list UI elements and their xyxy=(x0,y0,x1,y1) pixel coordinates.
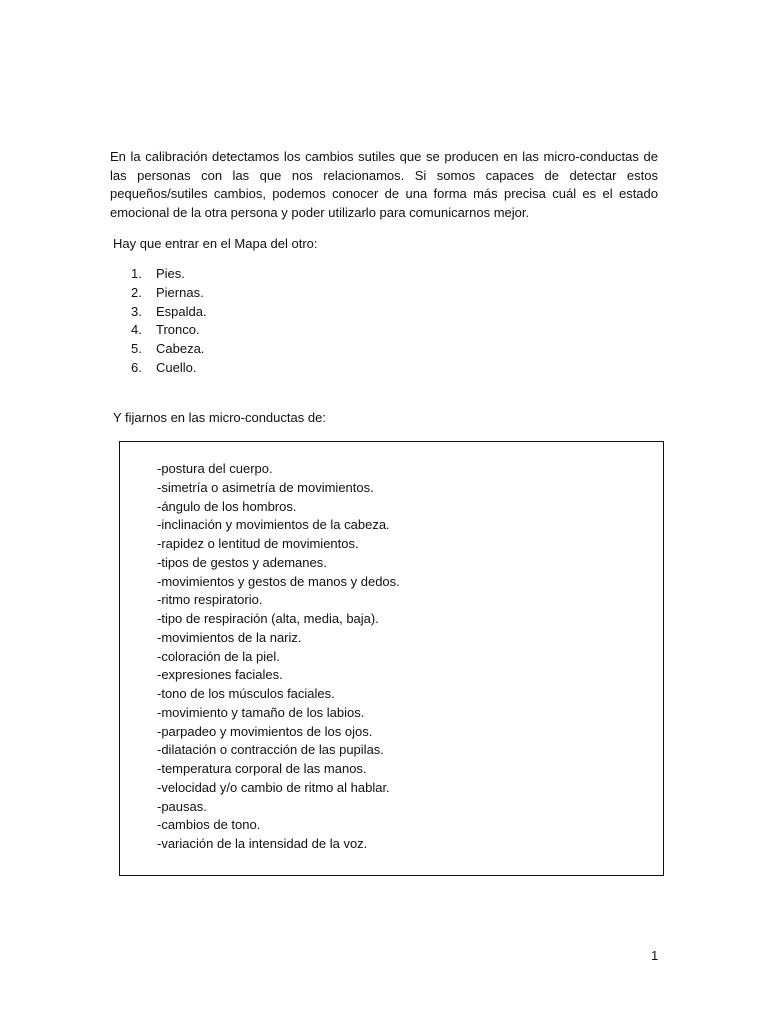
list-item: -expresiones faciales. xyxy=(157,667,283,683)
list-item xyxy=(131,303,207,322)
list-item: -movimientos de la nariz. xyxy=(157,629,302,645)
list-item: -movimiento y tamaño de los labios. xyxy=(157,704,365,720)
list-item: -dilatación o contracción de las pupilas. xyxy=(157,742,384,758)
micro-behaviors-heading: Y fijarnos en las micro-conductas de: xyxy=(113,410,326,425)
map-steps-list xyxy=(131,265,207,378)
list-item-text: Piernas. xyxy=(156,284,204,300)
map-heading: Hay que entrar en el Mapa del otro: xyxy=(113,236,318,251)
list-item: -rapidez o lentitud de movimientos. xyxy=(157,536,359,551)
list-item: -tipo de respiración (alta, media, baja). xyxy=(157,611,379,626)
list-item: -postura del cuerpo. xyxy=(157,461,273,476)
list-item-number: 3. xyxy=(131,303,142,319)
list-item: -simetría o asimetría de movimientos. xyxy=(157,479,374,495)
intro-paragraph: En la calibración detectamos los cambios sutiles que se producen en las micro-conductas de las personas con las que nos relacionamos. Si somos capaces de detectar estos pequeños/sutiles cambios, podemos conocer de una forma más precisa cuál es el estado emocional de la otra persona y poder utilizarlo para comunicarnos mejor. xyxy=(110,149,658,220)
list-item: -pausas. xyxy=(157,798,207,814)
list-item: -inclinación y movimientos de la cabeza. xyxy=(157,517,390,533)
list-item-text: Pies. xyxy=(156,266,185,281)
list-item xyxy=(131,340,207,359)
list-item: -tipos de gestos y ademanes. xyxy=(157,554,327,570)
list-item: -velocidad y/o cambio de ritmo al hablar. xyxy=(157,779,390,795)
list-item: -parpadeo y movimientos de los ojos. xyxy=(157,723,373,739)
list-item: -cambios de tono. xyxy=(157,817,261,833)
list-item xyxy=(131,359,207,378)
list-item-number: 1. xyxy=(131,266,142,281)
list-item-number: 5. xyxy=(131,341,142,357)
list-item-text: Espalda. xyxy=(156,303,207,319)
list-item-number: 2. xyxy=(131,284,142,300)
list-item-text: Tronco. xyxy=(156,322,200,338)
page-number: 1 xyxy=(651,948,659,963)
list-item: -ritmo respiratorio. xyxy=(157,592,263,608)
list-item-text: Cuello. xyxy=(156,359,197,375)
list-item-number: 4. xyxy=(131,322,142,338)
list-item: -variación de la intensidad de la voz. xyxy=(157,836,368,851)
list-item: -tono de los músculos faciales. xyxy=(157,686,335,701)
list-item: -movimientos y gestos de manos y dedos. xyxy=(157,573,400,589)
list-item xyxy=(131,265,207,284)
micro-behaviors-list xyxy=(157,460,400,854)
list-item-number: 6. xyxy=(131,359,142,375)
list-item xyxy=(131,321,207,340)
list-item: -ángulo de los hombros. xyxy=(157,498,297,514)
list-item: -temperatura corporal de las manos. xyxy=(157,761,367,776)
list-item: -coloración de la piel. xyxy=(157,648,280,664)
list-item xyxy=(131,284,207,303)
micro-behaviors-box xyxy=(119,441,664,876)
list-item-text: Cabeza. xyxy=(156,341,205,357)
